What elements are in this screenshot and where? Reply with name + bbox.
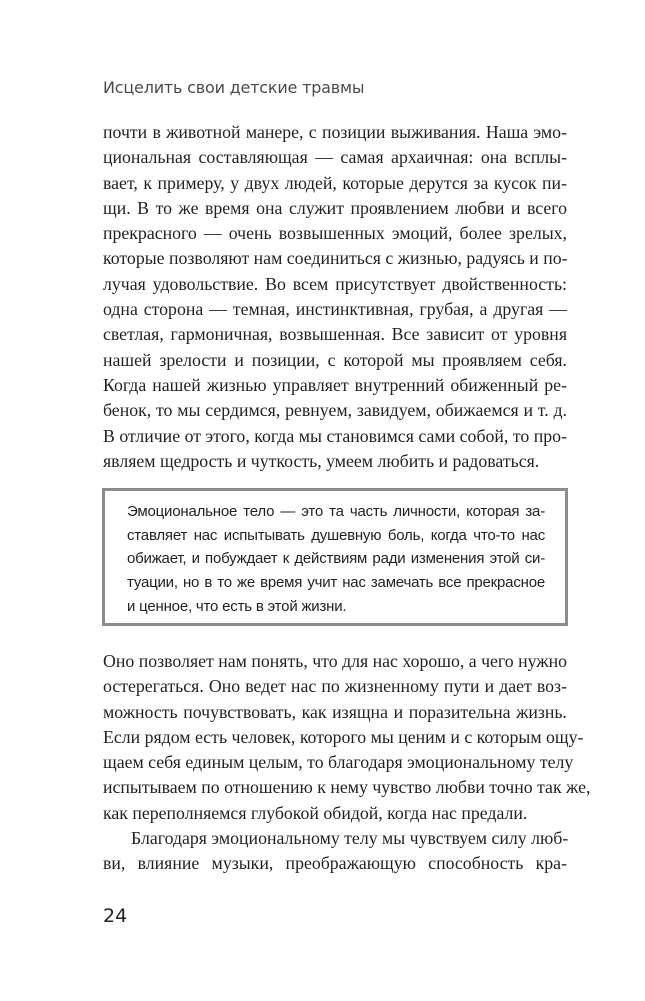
text-line: лучая удовольствие. Во всем присутствует двойственность: bbox=[103, 273, 567, 294]
text-line: и ценное, что есть в этой жизни. bbox=[127, 597, 347, 615]
page-number: 24 bbox=[103, 905, 128, 927]
text-line: циональная составляющая — самая архаичная: она всплы- bbox=[103, 147, 567, 168]
paragraph-2 bbox=[103, 649, 591, 877]
text-line: одна сторона — темная, инстинктивная, грубая, а другая — bbox=[103, 299, 567, 320]
text-line: ви, влияние музыки, преображающую способность кра- bbox=[103, 853, 567, 874]
text-line: ставляет нас испытывать душевную боль, когда что-то нас bbox=[127, 526, 545, 544]
text-line: как переполняемся глубокой обидой, когда нас предали. bbox=[103, 802, 528, 823]
text-line: нашей зрелости и позиции, с которой мы проявляем себя. bbox=[103, 349, 567, 370]
text-line: Если рядом есть человек, которого мы ценим и с которым ощу- bbox=[103, 726, 584, 747]
text-line: почти в животной манере, с позиции выживания. Наша эмо- bbox=[103, 122, 567, 142]
text-line: вает, к примеру, у двух людей, которые дерутся за кусок пи- bbox=[103, 172, 567, 193]
text-line: щаем себя единым целым, то благодаря эмоциональному телу bbox=[103, 752, 574, 773]
text-line: светлая, гармоничная, возвышенная. Все зависит от уровня bbox=[103, 324, 567, 345]
text-line: Благодаря эмоциональному телу мы чувствуем силу люб- bbox=[131, 828, 569, 849]
text-line: В отличие от этого, когда мы становимся сами собой, то про- bbox=[103, 425, 567, 446]
text-line: можность почувствовать, как изящна и поразительна жизнь. bbox=[103, 701, 567, 722]
text-line: щи. В то же время она служит проявлением любви и всего bbox=[103, 197, 567, 218]
callout-box bbox=[102, 488, 568, 626]
text-line: испытываем по отношению к нему чувство любви точно так же, bbox=[103, 777, 591, 798]
text-line: являем щедрость и чуткость, умеем любить и радоваться. bbox=[103, 450, 540, 471]
text-line: которые позволяют нам соединиться с жизнью, радуясь и по- bbox=[103, 248, 568, 269]
callout-text bbox=[127, 500, 545, 618]
text-line: остерегаться. Оно ведет нас по жизненному пути и дает воз- bbox=[103, 676, 567, 697]
paragraph-1 bbox=[103, 120, 567, 474]
text-line: обижает, и побуждает к действиям ради изменения этой си- bbox=[127, 550, 545, 568]
running-header: Исцелить свои детские травмы bbox=[103, 78, 365, 97]
text-line: Когда нашей жизнью управляет внутренний обиженный ре- bbox=[103, 374, 567, 395]
text-line: прекрасного — очень возвышенных эмоций, более зрелых, bbox=[103, 223, 567, 244]
text-line: бенок, то мы сердимся, ревнуем, завидуем, обижаемся и т. д. bbox=[103, 400, 567, 421]
text-line: Эмоциональное тело — это та часть личности, которая за- bbox=[127, 503, 545, 520]
text-line: Оно позволяет нам понять, что для нас хорошо, а чего нужно bbox=[103, 651, 567, 671]
text-line: туации, но в то же время учит нас замечать все прекрасное bbox=[127, 574, 545, 592]
